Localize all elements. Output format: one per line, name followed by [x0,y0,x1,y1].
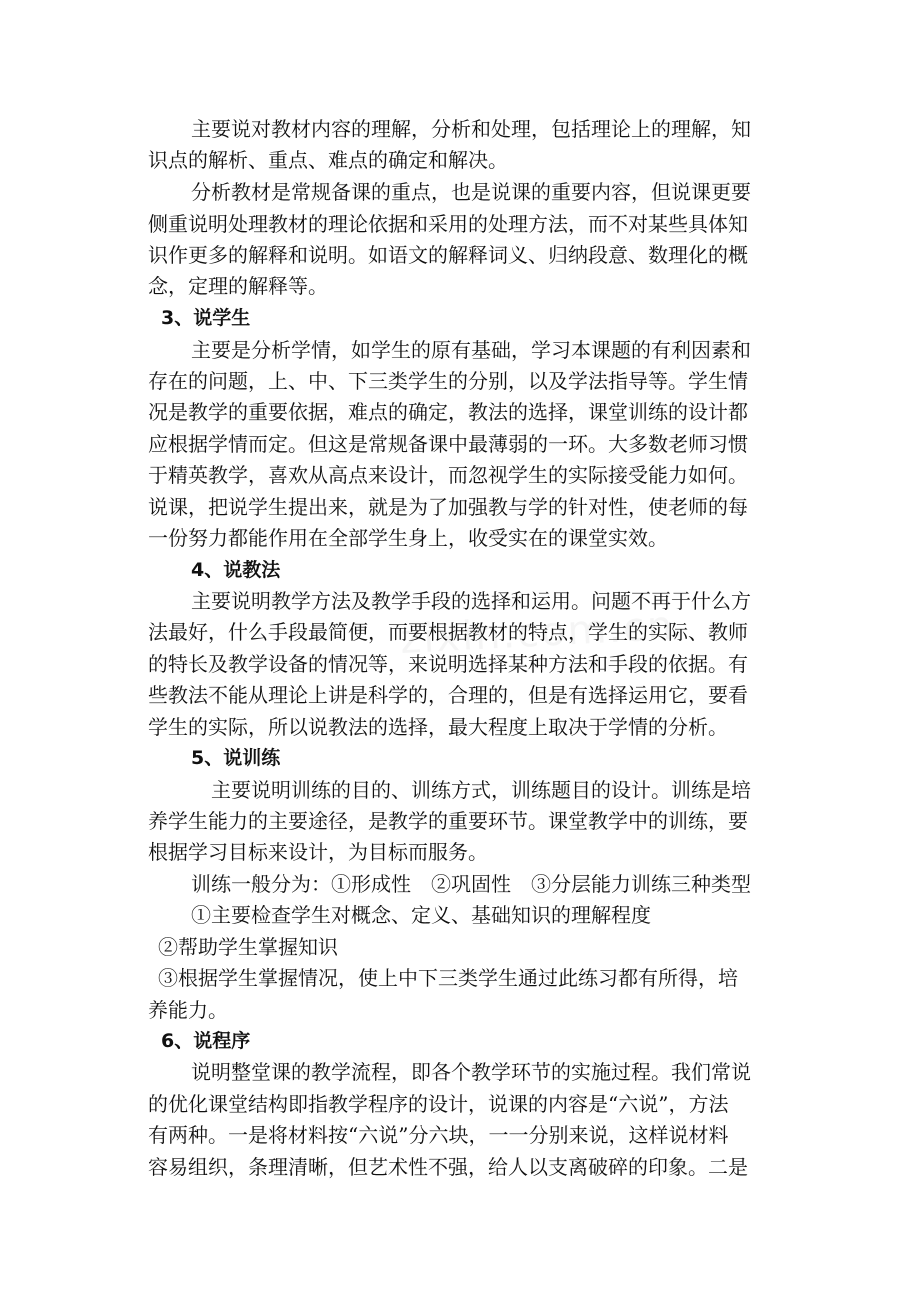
paragraph-line: 法最好，什么手段最简便，而要根据教材的特点，学生的实际、教师 [148,620,748,644]
paragraph-line: 一份努力都能作用在全部学生身上，收受实在的课堂实效。 [148,526,668,550]
paragraph-line: 主要说明训练的目的、训练方式，训练题目的设计。训练是培 [211,778,751,802]
paragraph-line: ③根据学生掌握情况，使上中下三类学生通过此练习都有所得，培 [158,966,738,990]
paragraph-line: 养学生能力的主要途径，是教学的重要环节。课堂教学中的训练，要 [148,809,748,833]
paragraph-line: 学生的实际，所以说教法的选择，最大程度上取决于学情的分析。 [148,715,728,739]
paragraph-line: 于精英教学，喜欢从高点来设计，而忽视学生的实际接受能力如何。 [148,463,748,487]
paragraph-line: 识作更多的解释和说明。如语文的解释词义、归纳段意、数理化的概 [148,243,748,267]
paragraph-line: 分析教材是常规备课的重点，也是说课的重要内容，但说课更要 [191,180,751,204]
section-heading: 6、说程序 [161,1030,251,1052]
section-heading: 4、说教法 [191,559,281,581]
paragraph-line: 侧重说明处理教材的理论依据和采用的处理方法，而不对某些具体知 [148,212,748,236]
paragraph-line: 主要说对教材内容的理解，分析和处理，包括理论上的理解，知 [191,117,751,141]
paragraph-line: ②帮助学生掌握知识 [158,935,338,959]
paragraph-line: 应根据学情而定。但这是常规备课中最薄弱的一环。大多数老师习惯 [148,432,748,456]
paragraph-line: 念，定理的解释等。 [148,274,328,298]
paragraph-line: 有两种。一是将材料按“六说”分六块，一一分别来说，这样说材料 [148,1123,729,1147]
paragraph-line: 存在的问题，上、中、下三类学生的分别，以及学法指导等。学生情 [148,369,748,393]
paragraph-line: 主要说明教学方法及教学手段的选择和运用。问题不再于什么方 [191,589,751,613]
paragraph-line: 的优化课堂结构即指教学程序的设计，说课的内容是“六说”，方法 [148,1092,729,1116]
paragraph-line: 容易组织，条理清晰，但艺术性不强，给人以支离破碎的印象。二是 [148,1155,748,1179]
paragraph-line: 训练一般分为：①形成性 ②巩固性 ③分层能力训练三种类型 [191,872,751,896]
section-heading: 5、说训练 [191,747,281,769]
paragraph-line: 养能力。 [148,998,228,1022]
paragraph-line: 的特长及教学设备的情况等，来说明选择某种方法和手段的依据。有 [148,652,748,676]
paragraph-line: 主要是分析学情，如学生的原有基础，学习本课题的有利因素和 [191,338,751,362]
paragraph-line: 根据学习目标来设计，为目标而服务。 [148,840,488,864]
paragraph-line: 说课，把说学生提出来，就是为了加强教与学的针对性，使老师的每 [148,495,748,519]
paragraph-line: 说明整堂课的教学流程，即各个教学环节的实施过程。我们常说 [191,1060,751,1084]
paragraph-line: ①主要检查学生对概念、定义、基础知识的理解程度 [191,903,651,927]
section-heading: 3、说学生 [161,307,251,329]
paragraph-line: 况是教学的重要依据，难点的确定，教法的选择，课堂训练的设计都 [148,400,748,424]
paragraph-line: 些教法不能从理论上讲是科学的，合理的，但是有选择运用它，要看 [148,683,748,707]
paragraph-line: 识点的解析、重点、难点的确定和解决。 [148,148,508,172]
